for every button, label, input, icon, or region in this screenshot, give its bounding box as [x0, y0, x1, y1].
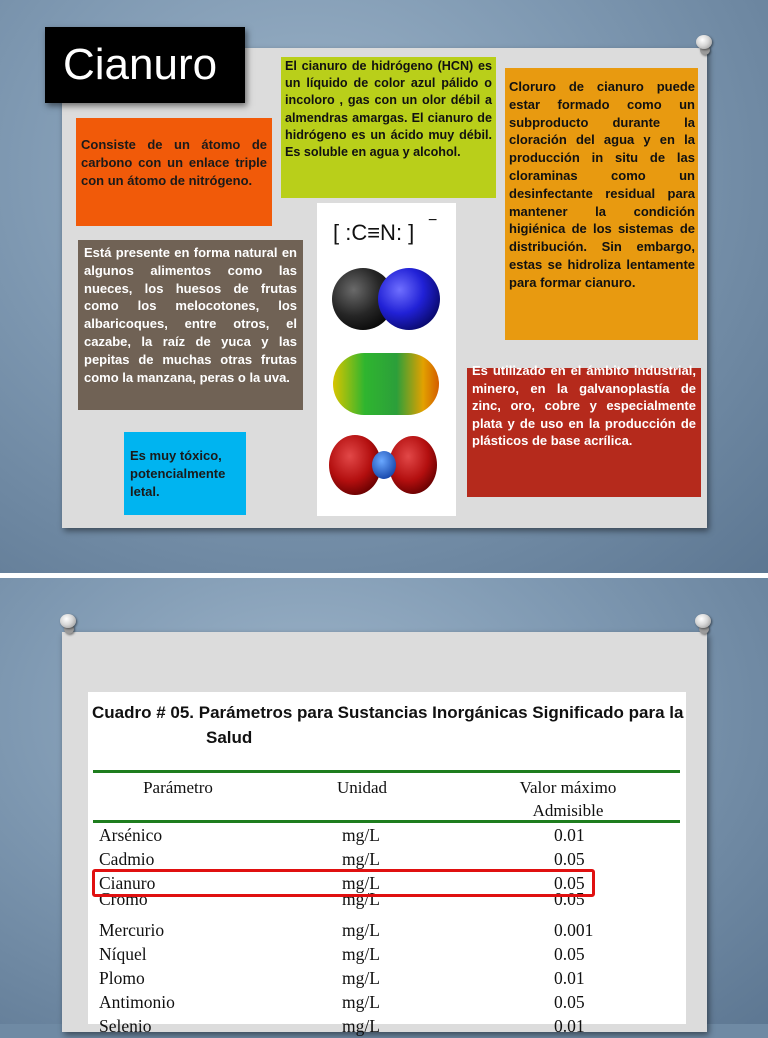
table-title-line-1: Cuadro # 05. Parámetros para Sustancias Inorgánicas Significado para la	[92, 703, 684, 722]
row-value: 0.01	[554, 968, 585, 988]
hcn-description-text-box: El cianuro de hidrógeno (HCN) es un líquido de color azul pálido o incoloro , gas con un olor débil a almendras amargas. El cianuro de hidrógeno es un ácido muy débil. Es soluble en agua y alcohol.	[281, 57, 496, 198]
industrial-use-text-box	[467, 363, 701, 497]
row-parameter: Antimonio	[99, 992, 175, 1012]
table-title-line-2: Salud	[206, 728, 253, 747]
row-parameter: Cianuro	[99, 873, 156, 893]
row-unit: mg/L	[342, 889, 380, 909]
molecule-models-icon	[317, 203, 456, 516]
row-parameter: Selenio	[99, 1016, 152, 1036]
row-value: 0.05	[554, 873, 585, 893]
cyanide-formula: [ :C≡N: ]	[333, 220, 415, 245]
row-value: 0.05	[554, 944, 585, 964]
row-unit: mg/L	[342, 992, 380, 1012]
row-value: 0.01	[554, 1016, 585, 1036]
row-unit: mg/L	[342, 849, 380, 869]
table-row	[88, 847, 686, 871]
nitrogen-atom	[378, 268, 440, 330]
row-value: 0.01	[554, 825, 585, 845]
pushpin-icon	[694, 35, 714, 57]
row-value: 0.05	[554, 849, 585, 869]
table-title	[92, 700, 683, 750]
parameters-table	[88, 692, 686, 1036]
row-parameter: Cromo	[99, 889, 148, 909]
industrial-use-text: Es utilizado en el ámbito industrial, minero, en la galvanoplastía de zinc, oro, cobre y especialmente plata y de uso en la producción de plásticos de base acrílica.	[472, 363, 696, 449]
orbital-center	[372, 451, 396, 479]
natural-presence-text-box: Está presente en forma natural en algunos alimentos como las nueces, los huesos de frutas como los melocotones, los albaricoques, entre otros, el cazabe, la raíz de yuca y las pepitas de muchas otras frutas como la manzana, peras o la uva.	[78, 240, 303, 410]
table-row	[88, 823, 686, 847]
cyanide-molecule-figure	[317, 203, 456, 516]
row-unit: mg/L	[342, 873, 380, 893]
row-unit: mg/L	[342, 944, 380, 964]
header-unit: Unidad	[336, 778, 388, 797]
header-top-rule	[93, 770, 680, 773]
table-row	[88, 942, 686, 966]
orbital-lobe-right	[389, 436, 437, 494]
table-row	[88, 966, 686, 990]
row-value: 0.001	[554, 920, 594, 940]
row-unit: mg/L	[342, 968, 380, 988]
table-row	[88, 1014, 686, 1038]
table-row	[88, 990, 686, 1014]
structure-text-box: Consiste de un átomo de carbono con un enlace triple con un átomo de nitrógeno.	[76, 118, 272, 226]
toxicity-text-box: Es muy tóxico, potencialmente letal.	[124, 432, 246, 515]
row-unit: mg/L	[342, 825, 380, 845]
cyanogen-chloride-text-box: Cloruro de cianuro puede estar formado como un subproducto durante la cloración del agua y en la producción in situ de las cloraminas como un desinfectante residual para mantener la condición higiénica de los sistemas de distribución. Sin embargo, estas se hidroliza lentamente para formar cianuro.	[505, 68, 698, 340]
row-unit: mg/L	[342, 1016, 380, 1036]
row-value: 0.05	[554, 889, 585, 909]
header-max-value-line-1: Valor máximo	[519, 778, 617, 797]
header-max-value	[493, 776, 643, 822]
pushpin-icon	[693, 614, 713, 636]
slide-title: Cianuro	[45, 27, 245, 103]
row-parameter: Cadmio	[99, 849, 155, 869]
pushpin-icon	[58, 614, 78, 636]
table-row	[88, 918, 686, 942]
electrostatic-potential-map	[333, 353, 439, 415]
header-parameter: Parámetro	[143, 778, 213, 797]
row-parameter: Mercurio	[99, 920, 165, 940]
row-value: 0.05	[554, 992, 585, 1012]
row-parameter: Arsénico	[99, 825, 163, 845]
formula-charge: −	[428, 212, 438, 229]
cyanide-row-highlight	[92, 869, 595, 897]
row-unit: mg/L	[342, 920, 380, 940]
row-parameter: Plomo	[99, 968, 145, 988]
header-max-value-line-2: Admisible	[532, 801, 604, 820]
table-row	[88, 889, 686, 910]
row-parameter: Níquel	[99, 944, 147, 964]
